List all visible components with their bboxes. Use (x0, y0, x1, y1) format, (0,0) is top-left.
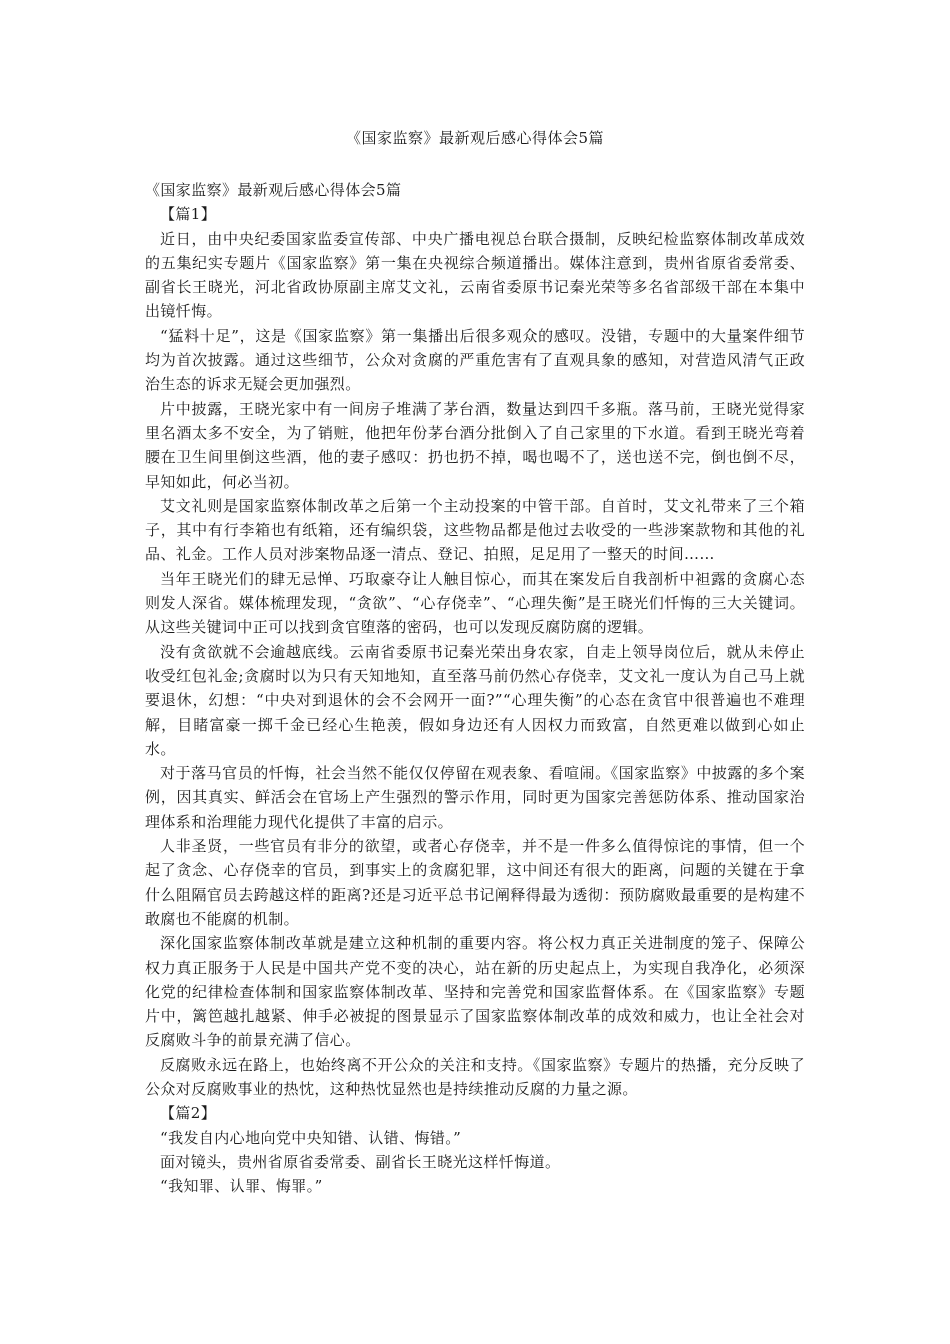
paragraph: “猛料十足”，这是《国家监察》第一集播出后很多观众的感叹。没错，专题中的大量案件细节均为首次披露。通过这些细节，公众对贪腐的严重危害有了直观具象的感知，对营造风清气正政治生态的诉求无疑会更加强烈。 (145, 326, 805, 394)
paragraph: 没有贪欲就不会逾越底线。云南省委原书记秦光荣出身农家，自走上领导岗位后，就从未停止收受红包礼金;贪腐时以为只有天知地知，直至落马前仍然心存侥幸，艾文礼一度认为自己马上就要退休，幻想：“中央对到退休的会不会网开一面?”“心理失衡”的心态在贪官中很普遍也不难理解，目睹富豪一掷千金已经心生艳羡，假如身边还有人因权力而致富，自然更难以做到心如止水。 (145, 642, 805, 758)
section-heading-1: 【篇1】 (160, 205, 217, 224)
paragraph: 对于落马官员的忏悔，社会当然不能仅仅停留在观表象、看喧闹。《国家监察》中披露的多个案例，因其真实、鲜活会在官场上产生强烈的警示作用，同时更为国家完善惩防体系、推动国家治理体系和治理能力现代化提供了丰富的启示。 (145, 764, 805, 831)
document-subtitle: 《国家监察》最新观后感心得体会5篇 (145, 181, 402, 199)
quote-line: “我发自内心地向党中央知错、认错、悔错。” (160, 1128, 462, 1147)
paragraph: 艾文礼则是国家监察体制改革之后第一个主动投案的中管干部。自首时，艾文礼带来了三个箱子，其中有行李箱也有纸箱，还有编织袋，这些物品都是他过去收受的一些涉案款物和其他的礼品、礼金。工作人员对涉案物品逐一清点、登记、拍照，足足用了一整天的时间…… (145, 496, 805, 564)
document-body (145, 178, 805, 1198)
quote-line: “我知罪、认罪、悔罪。” (160, 1177, 323, 1196)
paragraph: 人非圣贤，一些官员有非分的欲望，或者心存侥幸，并不是一件多么值得惊诧的事情，但一个起了贪念、心存侥幸的官员，到事实上的贪腐犯罪，这中间还有很大的距离，问题的关键在于拿什么阻隔官员去跨越这样的距离?还是习近平总书记阐释得最为透彻：预防腐败最重要的是构建不敢腐也不能腐的机制。 (145, 837, 805, 928)
paragraph: 近日，由中央纪委国家监委宣传部、中央广播电视总台联合摄制，反映纪检监察体制改革成效的五集纪实专题片《国家监察》第一集在央视综合频道播出。媒体注意到，贵州省原省委常委、副省长王晓光，河北省政协原副主席艾文礼，云南省委原书记秦光荣等多名省部级干部在本集中出镜忏悔。 (145, 229, 805, 321)
paragraph: 深化国家监察体制改革就是建立这种机制的重要内容。将公权力真正关进制度的笼子、保障公权力真正服务于人民是中国共产党不变的决心，站在新的历史起点上，为实现自我净化，必须深化党的纪律检查体制和国家监察体制改革、坚持和完善党和国家监督体系。在《国家监察》专题片中，篱笆越扎越紧、伸手必被捉的图景显示了国家监察体制改革的成效和威力，也让全社会对反腐败斗争的前景充满了信心。 (145, 934, 805, 1050)
paragraph: 当年王晓光们的肆无忌惮、巧取豪夺让人触目惊心，而其在案发后自我剖析中袒露的贪腐心态则发人深省。媒体梳理发现，“贪欲”、“心存侥幸”、“心理失衡”是王晓光们忏悔的三大关键词。从这些关键词中正可以找到贪官堕落的密码，也可以发现反腐防腐的逻辑。 (145, 569, 805, 637)
document-title: 《国家监察》最新观后感心得体会5篇 (345, 129, 605, 147)
section-heading-2: 【篇2】 (160, 1104, 217, 1123)
paragraph: 面对镜头，贵州省原省委常委、副省长王晓光这样忏悔道。 (160, 1152, 561, 1171)
paragraph: 反腐败永远在路上，也始终离不开公众的关注和支持。《国家监察》专题片的热播，充分反映了公众对反腐败事业的热忱，这种热忱显然也是持续推动反腐的力量之源。 (145, 1055, 805, 1098)
paragraph: 片中披露，王晓光家中有一间房子堆满了茅台酒，数量达到四千多瓶。落马前，王晓光觉得家里名酒太多不安全，为了销赃，他把年份茅台酒分批倒入了自己家里的下水道。看到王晓光弯着腰在卫生间里倒这些酒，他的妻子感叹：扔也扔不掉，喝也喝不了，送也送不完，倒也倒不尽，早知如此，何必当初。 (145, 399, 805, 491)
